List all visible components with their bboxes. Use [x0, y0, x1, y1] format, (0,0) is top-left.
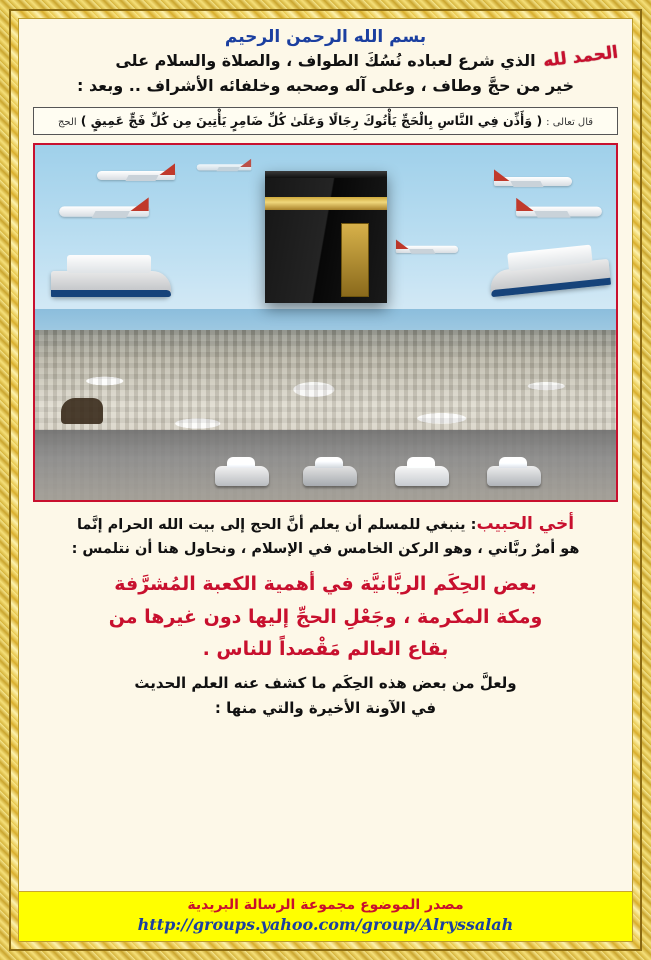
poster-content	[18, 18, 633, 942]
paragraph-1-line-1: : ينبغي للمسلم أن يعلم أنَّ الحج إلى بيت الله الحرام إنَّما	[76, 517, 477, 534]
paragraph-3-line-1: ولعلَّ من بعض هذه الحِكَم ما كشف عنه العلم الحديث	[134, 674, 517, 693]
airplane-icon	[494, 173, 572, 189]
paragraph-2-line-2: ومكة المكرمة ، وجَعْلِ الحجِّ إليها دون غيرها من	[108, 605, 543, 628]
intro-line-1: الذي شرع لعباده نُسُكَ الطواف ، والصلاة والسلام على	[115, 51, 536, 70]
car-icon	[487, 466, 541, 486]
kaaba-illustration	[265, 171, 387, 303]
paragraph-2	[35, 568, 616, 665]
quran-verse-source: الحج	[57, 116, 77, 128]
quran-verse-text: ( وَأَذِّن فِي النَّاسِ بِالْحَجِّ يَأْتُوكَ رِجَالًا وَعَلَىٰ كُلِّ ضَامِرٍ يَأْتِينَ مِن كُلِّ فَجٍّ عَمِيقٍ )	[80, 112, 543, 128]
paragraph-1-line-2: هو أمرٌ ربَّاني ، وهو الركن الخامس في الإسلام ، ونحاول هنا أن نتلمس :	[71, 541, 580, 558]
cruise-ship-icon	[51, 271, 171, 297]
airplane-icon	[197, 162, 252, 173]
car-icon	[215, 466, 269, 486]
intro-section	[19, 42, 632, 101]
airplane-icon	[516, 203, 602, 221]
quran-verse-label: قال تعالى :	[546, 116, 594, 128]
hajj-photo-collage	[33, 143, 618, 502]
paragraph-1	[35, 510, 616, 562]
car-icon	[395, 466, 449, 486]
poster-footer	[19, 891, 632, 941]
paragraph-2-line-3: بقاع العالم مَقْصداً للناس .	[202, 637, 449, 660]
paragraph-3	[35, 671, 616, 721]
lafz-allah-calligraphy: الحمد لله	[541, 42, 619, 72]
airplane-icon	[396, 243, 458, 256]
paragraph-3-line-2: في الآونة الأخيرة والتي منها :	[214, 698, 437, 717]
quran-verse-box	[33, 107, 618, 136]
poster-frame-inner	[9, 9, 642, 951]
airplane-icon	[59, 202, 149, 220]
footer-url-link[interactable]: http://groups.yahoo.com/group/Alryssalah	[137, 915, 514, 934]
intro-line-2: خير من حجَّ وطاف ، وعلى آله وصحبه وخلفائه الأشراف .. وبعد :	[76, 75, 575, 95]
footer-source-text: مصدر الموضوع مجموعة الرسالة البريدية	[187, 897, 464, 913]
body-text-section	[19, 502, 632, 720]
greeting-akhi: أخي الحبيب	[476, 514, 575, 535]
camel-rider-icon	[61, 398, 103, 424]
airplane-icon	[97, 167, 175, 183]
basmala-heading: بسم الله الرحمن الرحيم	[224, 27, 427, 47]
car-icon	[303, 466, 357, 486]
paragraph-2-line-1: بعض الحِكَم الربَّانيَّة في أهمية الكعبة المُشرَّفة	[114, 573, 537, 596]
